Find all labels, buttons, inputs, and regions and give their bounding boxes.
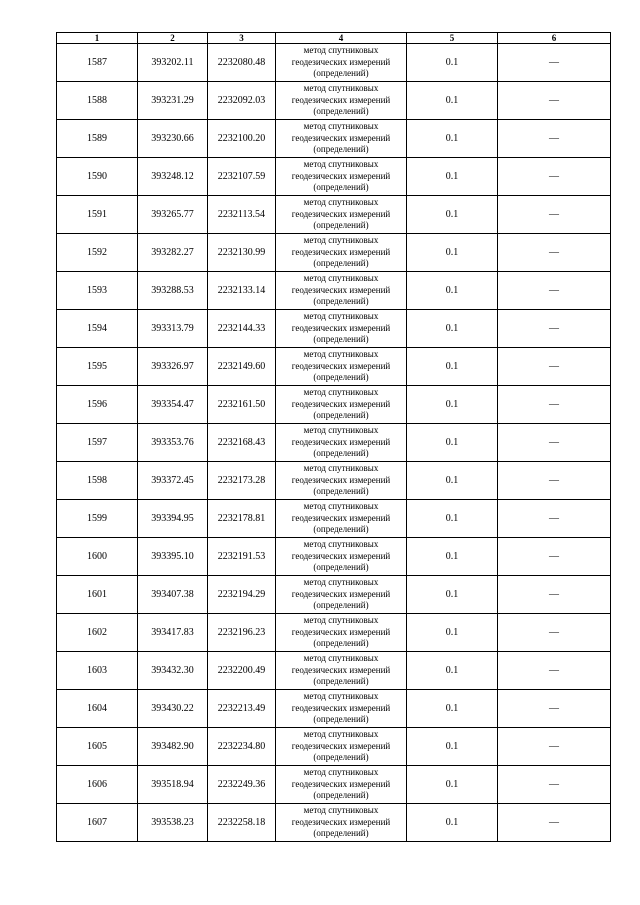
table-row [57,614,611,652]
y-coordinate-cell: 2232133.14 [208,272,276,310]
method-line: (определений) [313,638,369,649]
accuracy-cell: 0.1 [407,120,498,158]
method-line: метод спутниковых [303,691,379,702]
note-cell: — [498,272,611,310]
x-coordinate-cell: 393430.22 [138,690,208,728]
point-number-cell: 1591 [57,196,138,234]
method-line: (определений) [313,486,369,497]
method-line: геодезических измерений [291,550,391,561]
method-cell [276,424,407,462]
method-cell [276,462,407,500]
accuracy-cell: 0.1 [407,348,498,386]
method-cell [276,500,407,538]
header-row [57,33,611,44]
y-coordinate-cell: 2232100.20 [208,120,276,158]
y-coordinate-cell: 2232080.48 [208,44,276,82]
method-cell [276,120,407,158]
method-cell [276,234,407,272]
method-cell [276,82,407,120]
note-cell: — [498,462,611,500]
method-cell [276,728,407,766]
accuracy-cell: 0.1 [407,462,498,500]
method-line: (определений) [313,448,369,459]
method-line: геодезических измерений [291,664,391,675]
method-line: (определений) [313,334,369,345]
point-number-cell: 1602 [57,614,138,652]
table-row [57,538,611,576]
x-coordinate-cell: 393282.27 [138,234,208,272]
point-number-cell: 1587 [57,44,138,82]
coordinates-table [56,32,611,842]
note-cell: — [498,120,611,158]
note-cell: — [498,614,611,652]
table-row [57,158,611,196]
table-row [57,348,611,386]
y-coordinate-cell: 2232200.49 [208,652,276,690]
table-row [57,424,611,462]
table-row [57,462,611,500]
method-line: метод спутниковых [303,463,379,474]
accuracy-cell: 0.1 [407,728,498,766]
y-coordinate-cell: 2232234.80 [208,728,276,766]
accuracy-cell: 0.1 [407,614,498,652]
point-number-cell: 1598 [57,462,138,500]
method-line: метод спутниковых [303,539,379,550]
method-line: метод спутниковых [303,425,379,436]
method-cell [276,196,407,234]
y-coordinate-cell: 2232092.03 [208,82,276,120]
method-line: (определений) [313,410,369,421]
method-line: метод спутниковых [303,653,379,664]
method-line: (определений) [313,220,369,231]
x-coordinate-cell: 393538.23 [138,804,208,842]
method-line: (определений) [313,182,369,193]
note-cell: — [498,348,611,386]
table-row [57,82,611,120]
x-coordinate-cell: 393482.90 [138,728,208,766]
table-row [57,500,611,538]
x-coordinate-cell: 393518.94 [138,766,208,804]
point-number-cell: 1603 [57,652,138,690]
point-number-cell: 1589 [57,120,138,158]
table-row [57,44,611,82]
method-line: метод спутниковых [303,349,379,360]
table-row [57,728,611,766]
method-line: (определений) [313,144,369,155]
note-cell: — [498,44,611,82]
table-row [57,386,611,424]
accuracy-cell: 0.1 [407,652,498,690]
y-coordinate-cell: 2232191.53 [208,538,276,576]
note-cell: — [498,728,611,766]
point-number-cell: 1592 [57,234,138,272]
method-line: (определений) [313,828,369,839]
point-number-cell: 1593 [57,272,138,310]
method-cell [276,538,407,576]
note-cell: — [498,196,611,234]
accuracy-cell: 0.1 [407,804,498,842]
column-header-2: 2 [138,33,208,44]
table-row [57,804,611,842]
y-coordinate-cell: 2232144.33 [208,310,276,348]
table-row [57,234,611,272]
method-line: метод спутниковых [303,729,379,740]
x-coordinate-cell: 393265.77 [138,196,208,234]
method-line: метод спутниковых [303,311,379,322]
table-row [57,652,611,690]
point-number-cell: 1605 [57,728,138,766]
method-line: метод спутниковых [303,577,379,588]
method-cell [276,272,407,310]
note-cell: — [498,652,611,690]
x-coordinate-cell: 393354.47 [138,386,208,424]
x-coordinate-cell: 393248.12 [138,158,208,196]
accuracy-cell: 0.1 [407,424,498,462]
x-coordinate-cell: 393407.38 [138,576,208,614]
method-cell [276,348,407,386]
y-coordinate-cell: 2232168.43 [208,424,276,462]
point-number-cell: 1588 [57,82,138,120]
x-coordinate-cell: 393202.11 [138,44,208,82]
point-number-cell: 1594 [57,310,138,348]
note-cell: — [498,804,611,842]
x-coordinate-cell: 393394.95 [138,500,208,538]
y-coordinate-cell: 2232130.99 [208,234,276,272]
table-row [57,766,611,804]
note-cell: — [498,386,611,424]
method-line: (определений) [313,714,369,725]
y-coordinate-cell: 2232194.29 [208,576,276,614]
column-header-4: 4 [276,33,407,44]
point-number-cell: 1595 [57,348,138,386]
method-line: (определений) [313,790,369,801]
method-line: метод спутниковых [303,83,379,94]
x-coordinate-cell: 393326.97 [138,348,208,386]
accuracy-cell: 0.1 [407,272,498,310]
method-line: метод спутниковых [303,45,379,56]
method-line: геодезических измерений [291,474,391,485]
table-row [57,310,611,348]
method-line: метод спутниковых [303,767,379,778]
method-line: метод спутниковых [303,159,379,170]
method-line: геодезических измерений [291,322,391,333]
note-cell: — [498,424,611,462]
method-line: (определений) [313,296,369,307]
method-line: геодезических измерений [291,398,391,409]
point-number-cell: 1604 [57,690,138,728]
method-line: метод спутниковых [303,501,379,512]
column-header-1: 1 [57,33,138,44]
table-body [57,44,611,842]
method-cell [276,804,407,842]
point-number-cell: 1600 [57,538,138,576]
accuracy-cell: 0.1 [407,766,498,804]
method-line: (определений) [313,752,369,763]
method-line: (определений) [313,68,369,79]
column-header-5: 5 [407,33,498,44]
point-number-cell: 1590 [57,158,138,196]
accuracy-cell: 0.1 [407,386,498,424]
method-cell [276,386,407,424]
x-coordinate-cell: 393417.83 [138,614,208,652]
method-line: геодезических измерений [291,626,391,637]
note-cell: — [498,766,611,804]
method-cell [276,690,407,728]
x-coordinate-cell: 393288.53 [138,272,208,310]
table-row [57,196,611,234]
point-number-cell: 1599 [57,500,138,538]
column-header-3: 3 [208,33,276,44]
point-number-cell: 1607 [57,804,138,842]
accuracy-cell: 0.1 [407,158,498,196]
method-line: геодезических измерений [291,778,391,789]
accuracy-cell: 0.1 [407,538,498,576]
method-line: геодезических измерений [291,360,391,371]
accuracy-cell: 0.1 [407,44,498,82]
method-line: (определений) [313,562,369,573]
accuracy-cell: 0.1 [407,310,498,348]
method-line: геодезических измерений [291,588,391,599]
note-cell: — [498,500,611,538]
method-line: метод спутниковых [303,615,379,626]
method-line: (определений) [313,372,369,383]
point-number-cell: 1601 [57,576,138,614]
x-coordinate-cell: 393230.66 [138,120,208,158]
method-line: геодезических измерений [291,740,391,751]
method-line: геодезических измерений [291,436,391,447]
method-line: геодезических измерений [291,702,391,713]
method-cell [276,614,407,652]
method-line: метод спутниковых [303,387,379,398]
point-number-cell: 1597 [57,424,138,462]
method-line: геодезических измерений [291,284,391,295]
accuracy-cell: 0.1 [407,82,498,120]
method-line: метод спутниковых [303,805,379,816]
accuracy-cell: 0.1 [407,500,498,538]
method-line: геодезических измерений [291,132,391,143]
y-coordinate-cell: 2232196.23 [208,614,276,652]
accuracy-cell: 0.1 [407,576,498,614]
method-cell [276,652,407,690]
point-number-cell: 1596 [57,386,138,424]
method-line: (определений) [313,258,369,269]
x-coordinate-cell: 393353.76 [138,424,208,462]
note-cell: — [498,538,611,576]
method-line: (определений) [313,524,369,535]
note-cell: — [498,690,611,728]
accuracy-cell: 0.1 [407,234,498,272]
y-coordinate-cell: 2232258.18 [208,804,276,842]
method-line: геодезических измерений [291,208,391,219]
method-line: (определений) [313,676,369,687]
x-coordinate-cell: 393395.10 [138,538,208,576]
y-coordinate-cell: 2232161.50 [208,386,276,424]
x-coordinate-cell: 393372.45 [138,462,208,500]
y-coordinate-cell: 2232213.49 [208,690,276,728]
table-row [57,576,611,614]
y-coordinate-cell: 2232107.59 [208,158,276,196]
x-coordinate-cell: 393432.30 [138,652,208,690]
method-line: метод спутниковых [303,273,379,284]
y-coordinate-cell: 2232249.36 [208,766,276,804]
method-line: метод спутниковых [303,235,379,246]
method-cell [276,766,407,804]
y-coordinate-cell: 2232173.28 [208,462,276,500]
y-coordinate-cell: 2232178.81 [208,500,276,538]
x-coordinate-cell: 393231.29 [138,82,208,120]
method-line: геодезических измерений [291,816,391,827]
y-coordinate-cell: 2232113.54 [208,196,276,234]
method-line: геодезических измерений [291,94,391,105]
table-row [57,690,611,728]
note-cell: — [498,82,611,120]
method-cell [276,44,407,82]
method-line: геодезических измерений [291,56,391,67]
note-cell: — [498,158,611,196]
note-cell: — [498,576,611,614]
method-line: (определений) [313,600,369,611]
column-header-6: 6 [498,33,611,44]
table-row [57,120,611,158]
method-line: (определений) [313,106,369,117]
note-cell: — [498,234,611,272]
point-number-cell: 1606 [57,766,138,804]
method-cell [276,158,407,196]
method-line: геодезических измерений [291,246,391,257]
method-line: геодезических измерений [291,170,391,181]
accuracy-cell: 0.1 [407,690,498,728]
note-cell: — [498,310,611,348]
method-cell [276,576,407,614]
accuracy-cell: 0.1 [407,196,498,234]
method-line: метод спутниковых [303,121,379,132]
table-row [57,272,611,310]
method-cell [276,310,407,348]
y-coordinate-cell: 2232149.60 [208,348,276,386]
method-line: метод спутниковых [303,197,379,208]
method-line: геодезических измерений [291,512,391,523]
x-coordinate-cell: 393313.79 [138,310,208,348]
